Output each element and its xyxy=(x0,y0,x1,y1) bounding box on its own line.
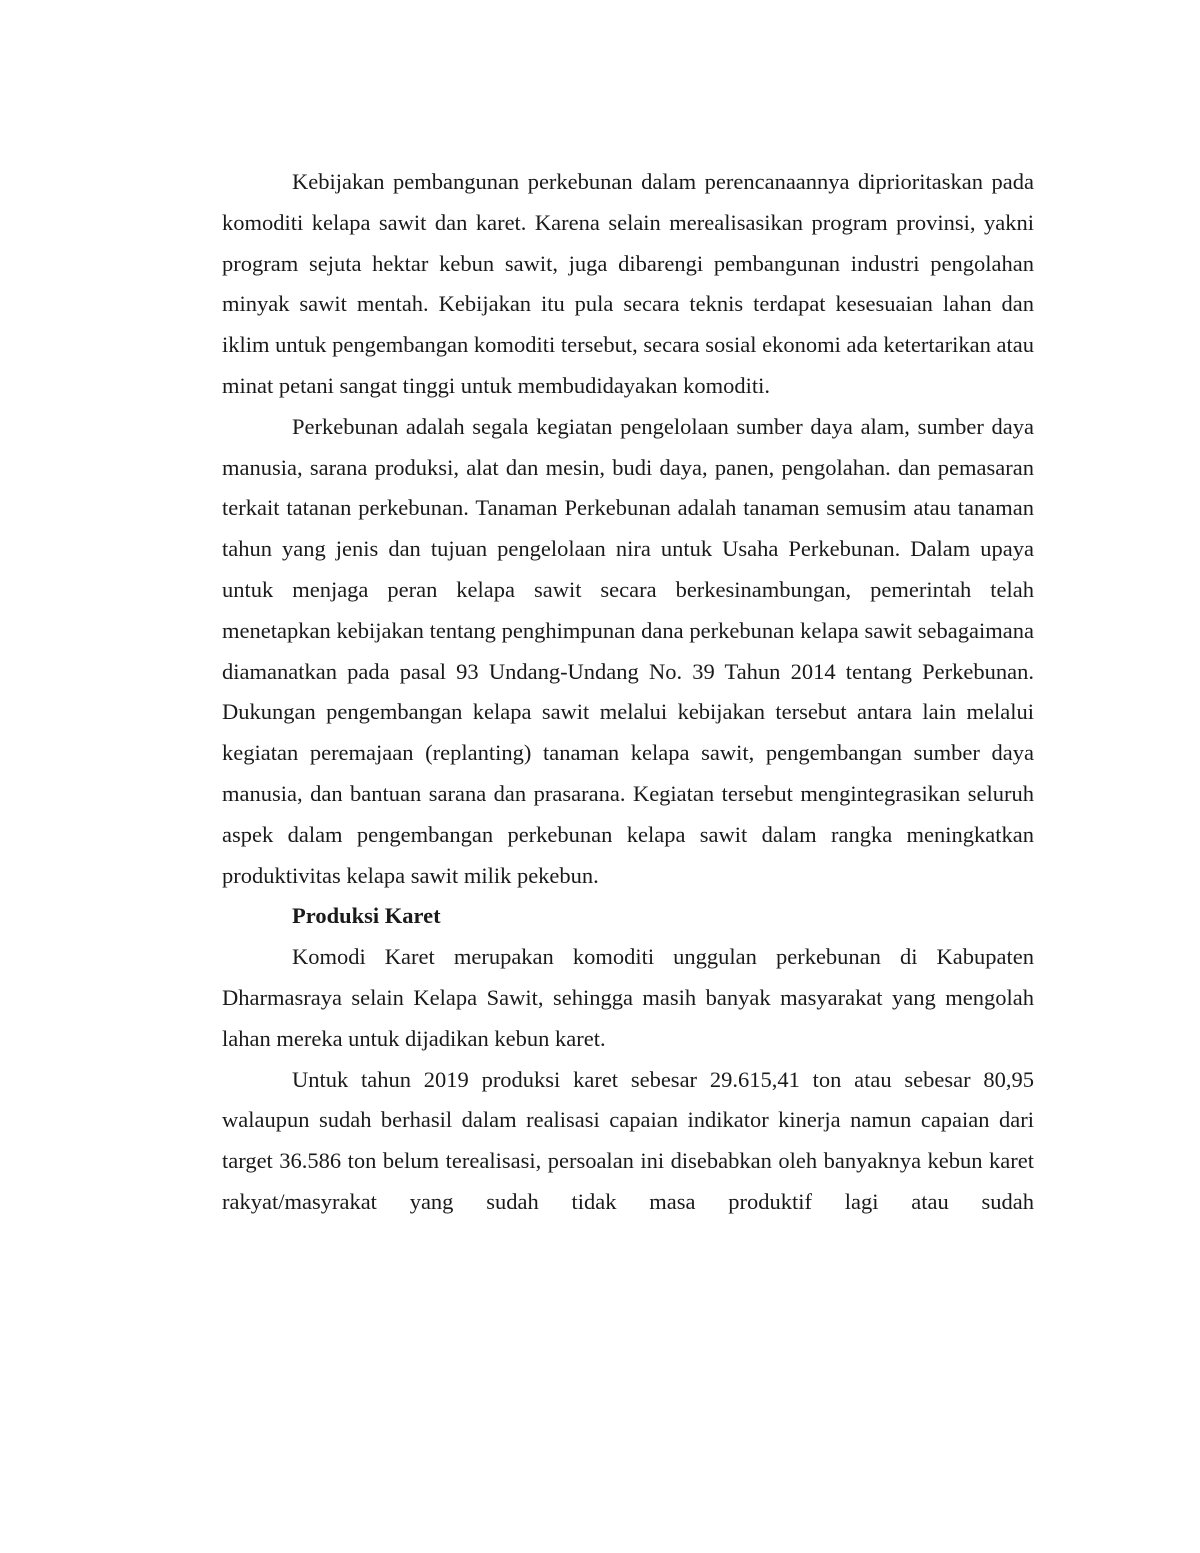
paragraph-kebijakan-pembangunan: Kebijakan pembangunan perkebunan dalam perencanaannya diprioritaskan pada komoditi kelapa sawit dan karet. Karena selain merealisasikan program provinsi, yakni program sejuta hektar kebun sawit, juga dibarengi pembangunan industri pengolahan minyak sawit mentah. Kebijakan itu pula secara teknis terdapat kesesuaian lahan dan iklim untuk pengembangan komoditi tersebut, secara sosial ekonomi ada ketertarikan atau minat petani sangat tinggi untuk membudidayakan komoditi. xyxy=(222,169,1034,398)
paragraph-komodi-karet: Komodi Karet merupakan komoditi unggulan perkebunan di Kabupaten Dharmasraya selain Kelapa Sawit, sehingga masih banyak masyarakat yang mengolah lahan mereka untuk dijadikan kebun karet. xyxy=(222,944,1034,1051)
document-body xyxy=(222,162,1034,1223)
paragraph-produksi-2019: Untuk tahun 2019 produksi karet sebesar 29.615,41 ton atau sebesar 80,95 walaupun sudah berhasil dalam realisasi capaian indikator kinerja namun capaian dari target 36.586 ton belum terealisasi, persoalan ini disebabkan oleh banyaknya kebun karet rakyat/masyrakat yang sudah tidak masa produktif lagi atau sudah xyxy=(222,1066,1034,1214)
section-heading-produksi-karet: Produksi Karet xyxy=(292,903,441,929)
paragraph-perkebunan-definisi: Perkebunan adalah segala kegiatan pengelolaan sumber daya alam, sumber daya manusia, sarana produksi, alat dan mesin, budi daya, panen, pengolahan. dan pemasaran terkait tatanan perkebunan. Tanaman Perkebunan adalah tanaman semusim atau tanaman tahun yang jenis dan tujuan pengelolaan nira untuk Usaha Perkebunan. Dalam upaya untuk menjaga peran kelapa sawit secara berkesinambungan, pemerintah telah menetapkan kebijakan tentang penghimpunan dana perkebunan kelapa sawit sebagaimana diamanatkan pada pasal 93 Undang-Undang No. 39 Tahun 2014 tentang Perkebunan. Dukungan pengembangan kelapa sawit melalui kebijakan tersebut antara lain melalui kegiatan peremajaan (replanting) tanaman kelapa sawit, pengembangan sumber daya manusia, dan bantuan sarana dan prasarana. Kegiatan tersebut mengintegrasikan seluruh aspek dalam pengembangan perkebunan kelapa sawit dalam rangka meningkatkan produktivitas kelapa sawit milik pekebun. xyxy=(222,413,1034,888)
